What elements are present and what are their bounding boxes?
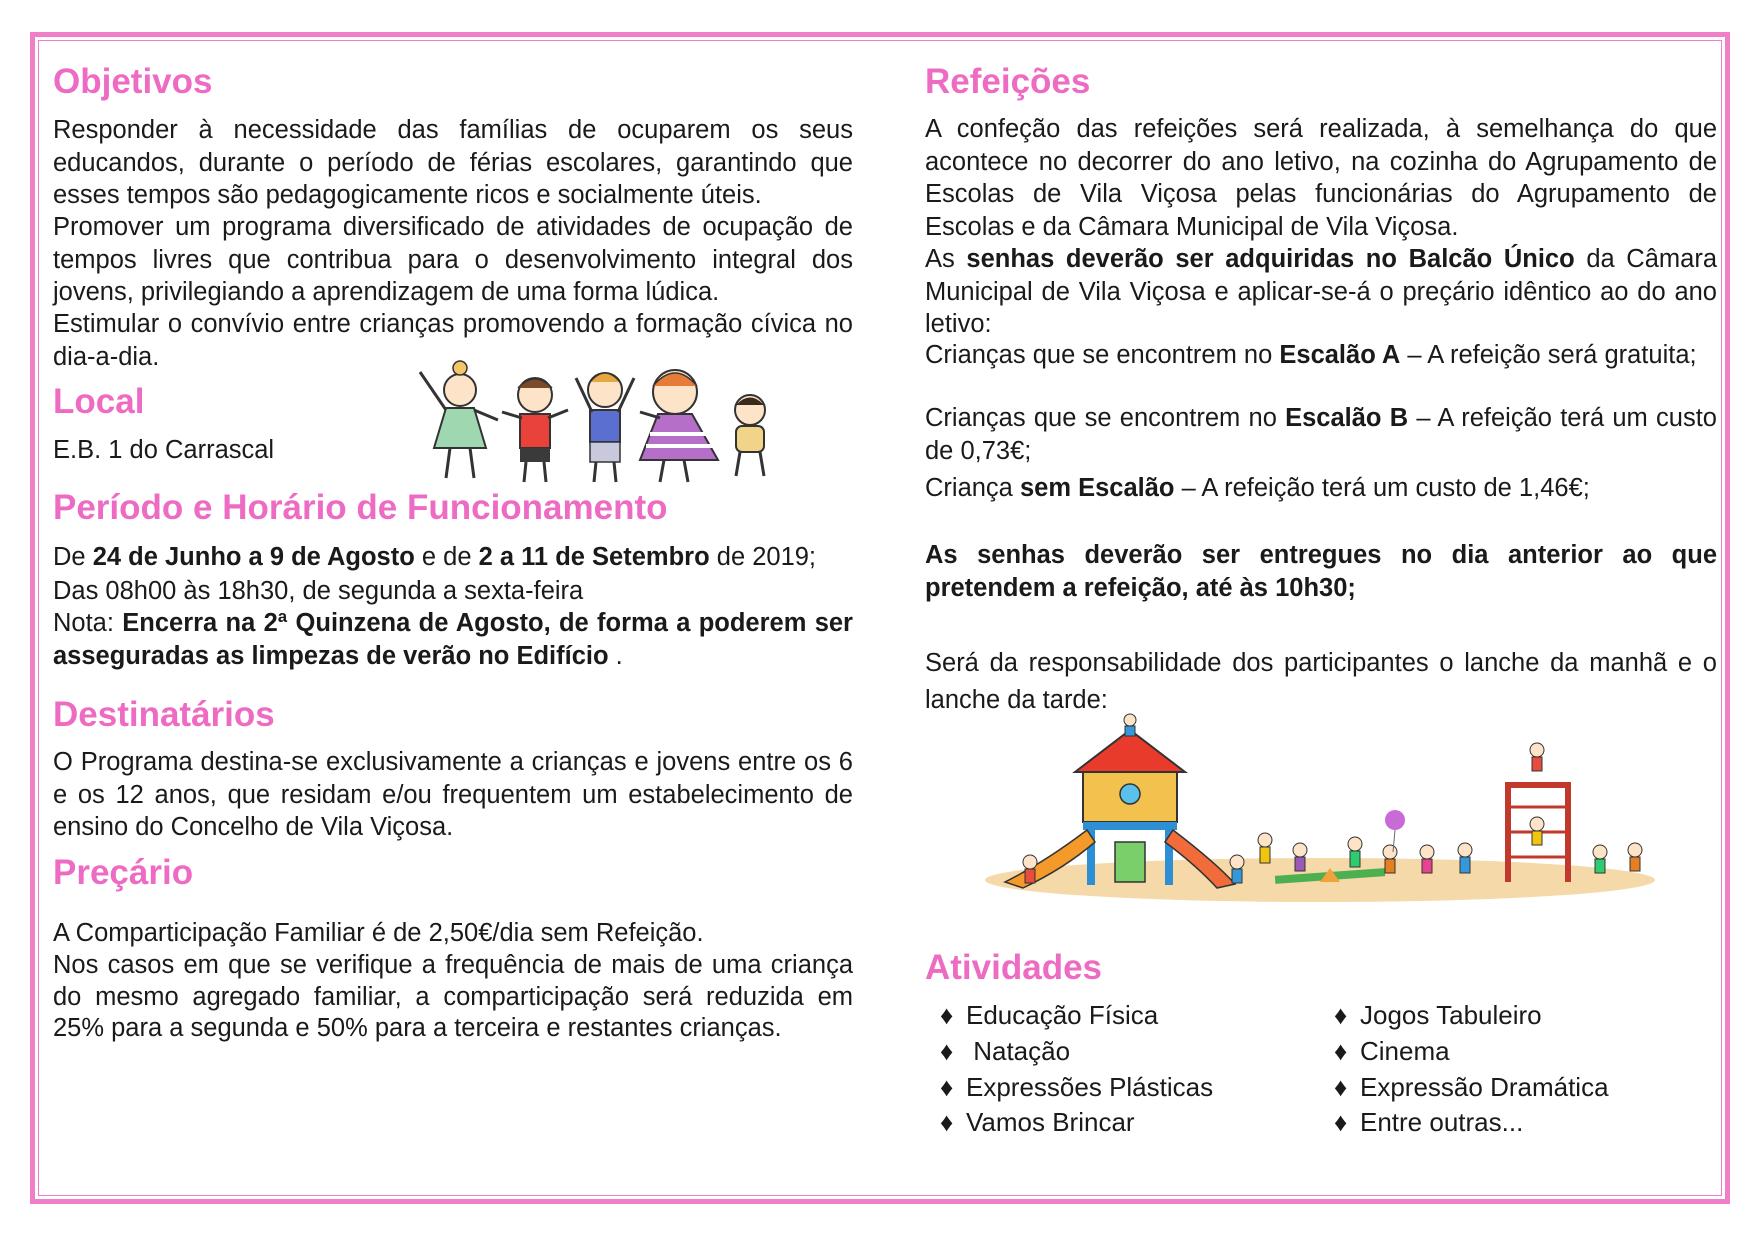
- atividades-title: Atividades: [925, 948, 1102, 987]
- diamond-bullet-icon: ♦: [940, 1036, 954, 1066]
- refeicoes-lanche: Será da responsabilidade dos participantes o lanche da manhã e o lanche da tarde:: [925, 649, 1717, 714]
- child-figure-1: [420, 361, 498, 478]
- senhas-note-text: As senhas deverão ser entregues no dia anterior ao que pretendem a refeição, até às 10h30;: [925, 541, 1717, 602]
- activity-item: [1334, 1035, 1450, 1067]
- periodo-dates-range-1: 24 de Junho a 9 de Agosto: [92, 543, 415, 571]
- objetivos-paragraph-3-text: Estimular o convívio entre crianças promovendo a formação cívica no dia-a-dia.: [53, 310, 853, 371]
- activity-item: [940, 1106, 1135, 1138]
- refeicoes-p2-prefix: As: [925, 245, 967, 273]
- activity-label: Expressões Plásticas: [966, 1072, 1214, 1102]
- activity-item: [940, 1071, 1213, 1103]
- activity-item: [1334, 999, 1542, 1031]
- child-figure-5: [735, 395, 765, 476]
- activity-item: [1334, 1106, 1523, 1138]
- child-figure-3: [576, 373, 634, 482]
- escalao-b-rest: – A refeição terá um custo de 0,73€;: [925, 404, 1717, 465]
- sem-escalao-label: sem Escalão: [1019, 474, 1175, 502]
- precario-title: Preçário: [53, 853, 194, 892]
- activity-item: [1334, 1071, 1609, 1103]
- refeicoes-p2-bold: senhas deverão ser adquiridas no Balcão Único: [966, 245, 1575, 273]
- activity-label: Natação: [966, 1036, 1071, 1066]
- destinatarios-text: O Programa destina-se exclusivamente a crianças e jovens entre os 6 e os 12 anos, que residam e/ou frequentem um estabelecimento de ensino do Concelho de Vila Viçosa.: [53, 748, 853, 841]
- periodo-dates-joiner: e de: [414, 543, 479, 571]
- periodo-title: Período e Horário de Funcionamento: [53, 488, 668, 527]
- refeicoes-paragraph-1: A confeção das refeições será realizada, à semelhança do que acontece no decorrer do ano letivo, na cozinha do Agrupamento de Escolas de Vila Viçosa pelas funcionárias do Agrupamento de Escolas e da Câmara Municipal de Vila Viçosa.: [925, 115, 1717, 241]
- activity-label: Jogos Tabuleiro: [1360, 1000, 1542, 1030]
- diamond-bullet-icon: ♦: [940, 1107, 954, 1137]
- diamond-bullet-icon: ♦: [1334, 1000, 1348, 1030]
- activity-label: Vamos Brincar: [966, 1107, 1135, 1137]
- periodo-dates-year: de 2019;: [709, 543, 817, 571]
- periodo-dates: [53, 541, 816, 573]
- children-illustration: [400, 350, 800, 490]
- precario-line-1: A Comparticipação Familiar é de 2,50€/dia sem Refeição.: [53, 919, 704, 947]
- refeicoes-title: Refeições: [925, 62, 1091, 101]
- escalao-a-prefix: Crianças que se encontrem no: [925, 341, 1280, 369]
- playhouse-tower: [1005, 730, 1235, 888]
- diamond-bullet-icon: ♦: [1334, 1072, 1348, 1102]
- objetivos-title: Objetivos: [53, 62, 213, 101]
- escalao-a-label: Escalão A: [1279, 341, 1401, 369]
- activity-label: Entre outras...: [1360, 1107, 1524, 1137]
- escalao-b-prefix: Crianças que se encontrem no: [925, 404, 1286, 432]
- child-figure-2: [502, 378, 568, 482]
- escalao-b-label: Escalão B: [1285, 404, 1409, 432]
- activity-label: Educação Física: [966, 1000, 1159, 1030]
- diamond-bullet-icon: ♦: [1334, 1036, 1348, 1066]
- periodo-nota-end: .: [608, 641, 623, 670]
- activity-item: [940, 1035, 1070, 1067]
- refeicoes-senhas-note: [925, 539, 1717, 604]
- refeicoes-escalao-b: [925, 402, 1717, 467]
- escalao-a-rest: – A refeição será gratuita;: [1400, 341, 1697, 369]
- diamond-bullet-icon: ♦: [940, 1072, 954, 1102]
- objetivos-paragraph-2: Promover um programa diversificado de atividades de ocupação de tempos livres que contribua para o desenvolvimento integral dos jovens, privilegiando a aprendizagem de uma forma lúdica.: [53, 213, 853, 306]
- activity-label: Cinema: [1360, 1036, 1450, 1066]
- periodo-hours: Das 08h00 às 18h30, de segunda a sexta-feira: [53, 577, 584, 605]
- refeicoes-sem-escalao: [925, 472, 1590, 504]
- destinatarios-title: Destinatários: [53, 695, 275, 734]
- playground-illustration: [975, 712, 1665, 912]
- local-title: Local: [53, 382, 145, 421]
- refeicoes-escalao-a: [925, 340, 1717, 370]
- refeicoes-paragraph-2: [925, 243, 1717, 341]
- objetivos-paragraph-1: Responder à necessidade das famílias de ocuparem os seus educandos, durante o período de férias escolares, garantindo que esses tempos são pedagogicamente ricos e socialmente úteis.: [53, 116, 853, 209]
- sem-escalao-prefix: Criança: [925, 474, 1020, 502]
- diamond-bullet-icon: ♦: [940, 1000, 954, 1030]
- activity-label: Expressão Dramática: [1360, 1072, 1609, 1102]
- activity-item: [940, 999, 1158, 1031]
- periodo-nota-bold: Encerra na 2ª Quinzena de Agosto, de forma a poderem ser asseguradas as limpezas de verão no Edifício: [53, 609, 853, 670]
- local-text: E.B. 1 do Carrascal: [53, 436, 275, 464]
- periodo-dates-prefix: De: [53, 543, 93, 571]
- diamond-bullet-icon: ♦: [1334, 1107, 1348, 1137]
- refeicoes-p2-rest: da Câmara Municipal de Vila Viçosa e aplicar-se-á o preçário idêntico ao do ano letivo:: [925, 245, 1717, 338]
- precario-text: Nos casos em que se verifique a frequência de mais de uma criança do mesmo agregado familiar, a comparticipação será reduzida em 25% para a segunda e 50% para a terceira e restantes crianças.: [53, 951, 853, 1042]
- sem-escalao-rest: – A refeição terá um custo de 1,46€;: [1174, 474, 1590, 502]
- periodo-nota: [53, 607, 853, 672]
- periodo-nota-label: Nota:: [53, 609, 123, 637]
- child-figure-4: [640, 370, 718, 482]
- periodo-dates-range-2: 2 a 11 de Setembro: [478, 543, 710, 571]
